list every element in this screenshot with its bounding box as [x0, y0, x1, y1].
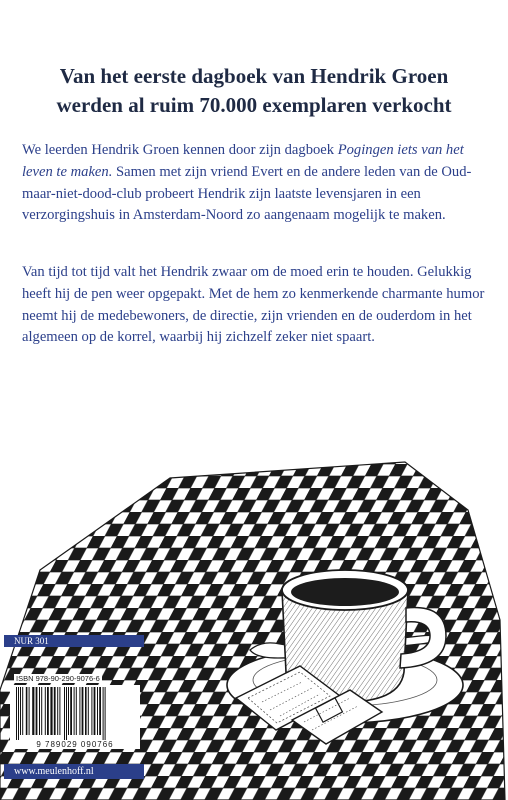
headline-line-1: Van het eerste dagboek van Hendrik Groen — [59, 64, 449, 88]
headline-line-2: werden al ruim 70.000 exemplaren verkocht — [56, 93, 452, 117]
headline — [0, 62, 508, 120]
paragraph-1-start: We leerden Hendrik Groen kennen door zijn dagboek — [22, 142, 338, 158]
blurb-paragraph-1 — [22, 140, 488, 227]
publisher-url: www.meulenhoff.nl — [4, 764, 144, 779]
isbn-text: ISBN 978-90-290-9076-6 — [16, 674, 100, 683]
blurb-paragraph-2: Van tijd tot tijd valt het Hendrik zwaar om de moed erin te houden. Gelukkig heeft hij de pen weer opgepakt. Met de hem zo kenmerkende charmante humor neemt hij de medebewoners, de directie, zijn vrienden en de ouderdom in het algemeen op de korrel, waarbij hij zichzelf zeker niet spaart. — [22, 264, 485, 346]
paragraph-1-rest: Samen met zijn vriend Evert en de andere leden van de Oud-maar-niet-dood-club probeert Hendrik zijn laatste levensjaren in een verzorgingshuis in Amsterdam-Noord zo aangenaam mogelijk te maken. — [22, 163, 472, 224]
barcode — [10, 685, 140, 749]
nur-code: NUR 301 — [4, 635, 144, 647]
book-title-italic: Pogingen iets van het leven te maken. — [22, 142, 464, 180]
barcode-number: 9 789029 090766 — [10, 740, 140, 749]
coffee-surface — [291, 578, 399, 606]
